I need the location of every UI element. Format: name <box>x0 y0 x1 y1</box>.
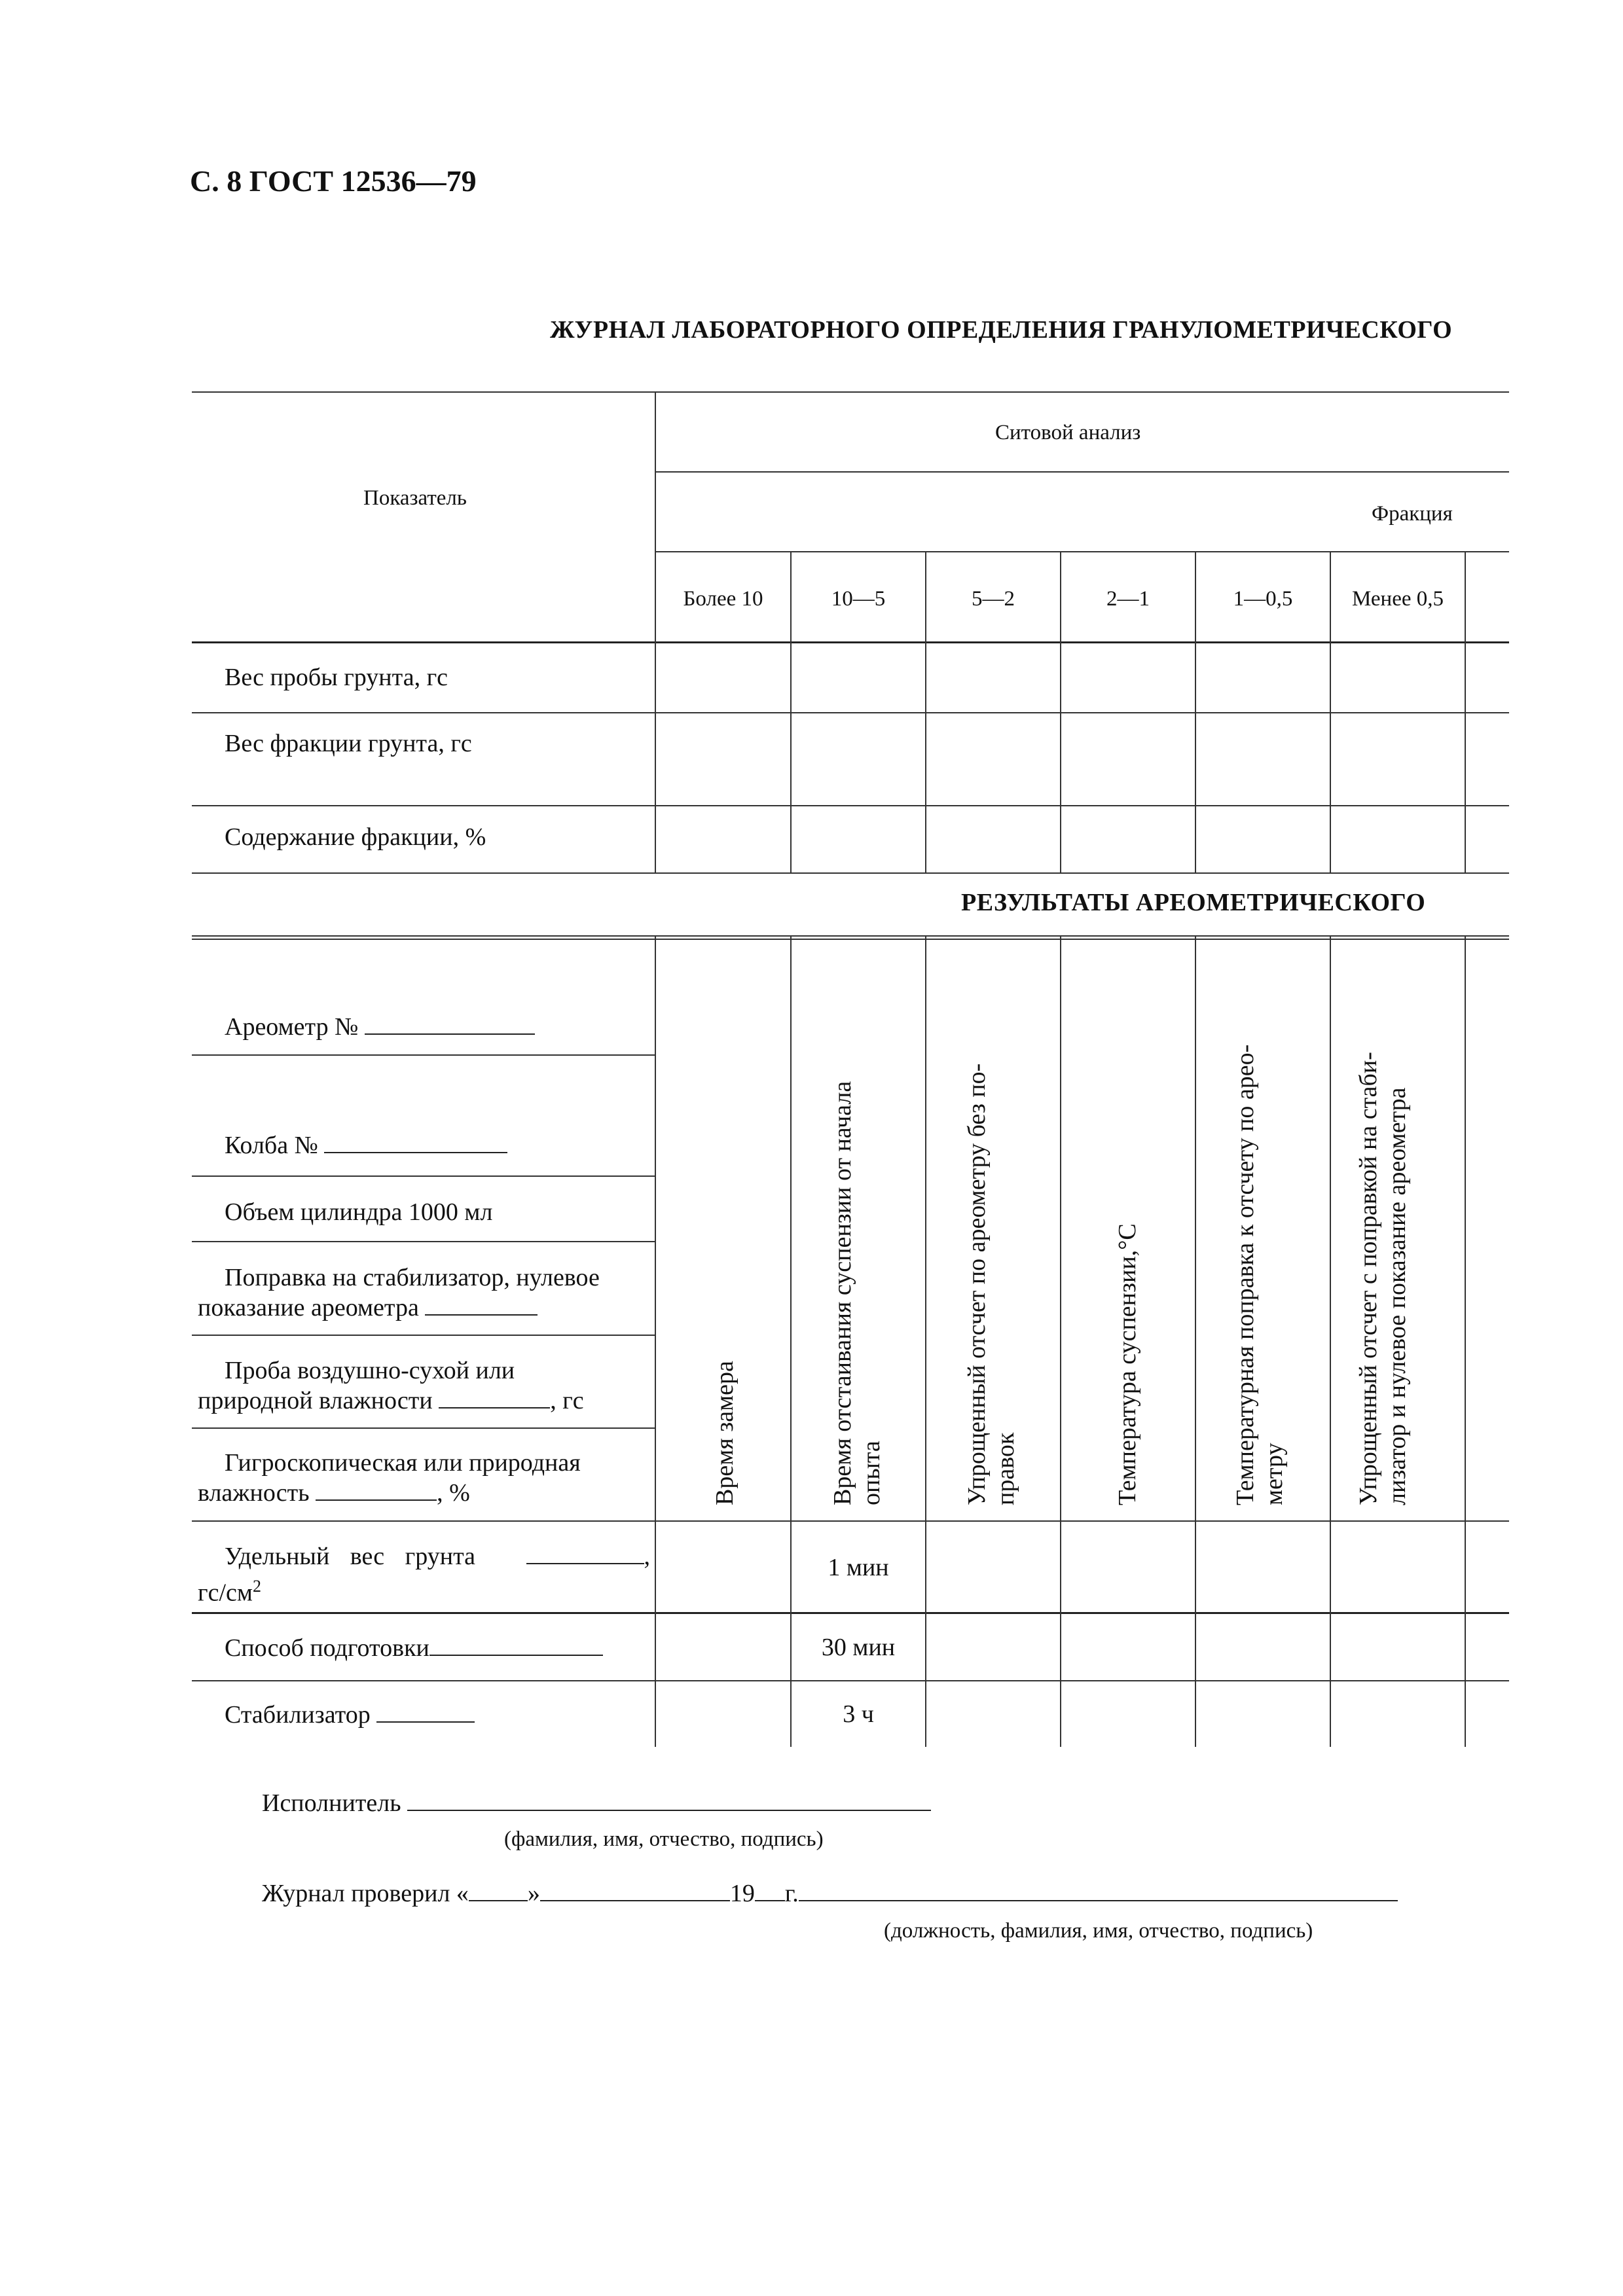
page-header: С. 8 ГОСТ 12536—79 <box>190 164 477 198</box>
row-sample-weight: Вес пробы грунта, гс <box>225 664 448 691</box>
row-cylinder-volume: Объем цилиндра 1000 мл <box>225 1198 493 1226</box>
col-simplified-reading: Упрощенный отсчет по ареометру без по- правок <box>963 1063 1019 1505</box>
row-stabilizer: Стабилизатор <box>225 1700 475 1730</box>
executor-caption: (фамилия, имя, отчество, подпись) <box>504 1827 824 1851</box>
time-3-h: 3 ч <box>843 1700 874 1728</box>
row-stabilizer-correction: Поправка на стабилизатор, нулевое показание ареометра <box>198 1264 600 1321</box>
checked-month-field[interactable] <box>540 1882 730 1901</box>
time-30-min: 30 мин <box>821 1633 896 1661</box>
moisture-field[interactable] <box>316 1481 437 1501</box>
row-hygroscopic-moisture: Гигроскопическая или природная влажность , % <box>198 1449 581 1507</box>
col-corrected-reading: Упрощенный отсчет с поправкой на стаби- лизатор и нулевое показание ареометра <box>1355 1052 1411 1505</box>
stabilizer-field[interactable] <box>376 1703 475 1723</box>
sample-weight-field[interactable] <box>439 1389 550 1408</box>
fraction-col-1: Более 10 <box>683 586 763 611</box>
row-fraction-content: Содержание фракции, % <box>225 823 486 851</box>
results-title: РЕЗУЛЬТАТЫ АРЕОМЕТРИЧЕСКОГО <box>961 889 1426 916</box>
col-measurement-time: Время замера <box>711 1361 739 1505</box>
preparation-method-field[interactable] <box>429 1636 603 1656</box>
row-preparation-method: Способ подготовки <box>225 1633 603 1663</box>
checked-day-field[interactable] <box>469 1882 528 1901</box>
col-settling-time: Время отстаивания суспензии от начала опыта <box>829 1081 885 1505</box>
fraction-col-3: 5—2 <box>972 586 1015 611</box>
specific-weight-field[interactable] <box>526 1545 644 1564</box>
col-temperature-correction: Температурная поправка к отсчету по арео- метру <box>1231 1044 1288 1505</box>
executor-signature-field[interactable] <box>407 1791 931 1811</box>
col-suspension-temperature: Температура суспензии,°С <box>1114 1223 1141 1505</box>
journal-title: ЖУРНАЛ ЛАБОРАТОРНОГО ОПРЕДЕЛЕНИЯ ГРАНУЛОМЕТРИЧЕСКОГО <box>550 316 1453 344</box>
row-flask-number: Колба № <box>225 1130 507 1160</box>
fraction-col-6: Менее 0,5 <box>1351 586 1444 611</box>
time-1-min: 1 мин <box>828 1553 889 1581</box>
fraction-col-4: 2—1 <box>1106 586 1150 611</box>
row-fraction-weight: Вес фракции грунта, гс <box>225 730 472 757</box>
row-specific-weight: Удельный вес грунта , $гс/см^2$ <box>198 1543 650 1607</box>
fraction-col-5: 1—0,5 <box>1233 586 1293 611</box>
sieve-analysis-header: Ситовой анализ <box>995 421 1141 444</box>
zero-reading-field[interactable] <box>425 1296 538 1316</box>
hydrometer-number-field[interactable] <box>365 1015 535 1035</box>
checked-year-field[interactable] <box>755 1882 785 1901</box>
fraction-col-2: 10—5 <box>831 586 886 611</box>
indicator-header: Показатель <box>363 486 467 510</box>
row-hydrometer-number: Ареометр № <box>225 1012 535 1042</box>
flask-number-field[interactable] <box>324 1134 507 1153</box>
row-sample-moisture: Проба воздушно-сухой или природной влажности , гс <box>198 1357 584 1414</box>
checked-line: Журнал проверил « » 19 г. <box>262 1878 1398 1909</box>
executor-line: Исполнитель <box>262 1788 931 1818</box>
checked-signature-field[interactable] <box>799 1882 1398 1901</box>
checked-caption: (должность, фамилия, имя, отчество, подпись) <box>884 1919 1313 1943</box>
fraction-header: Фракция <box>1372 502 1453 526</box>
